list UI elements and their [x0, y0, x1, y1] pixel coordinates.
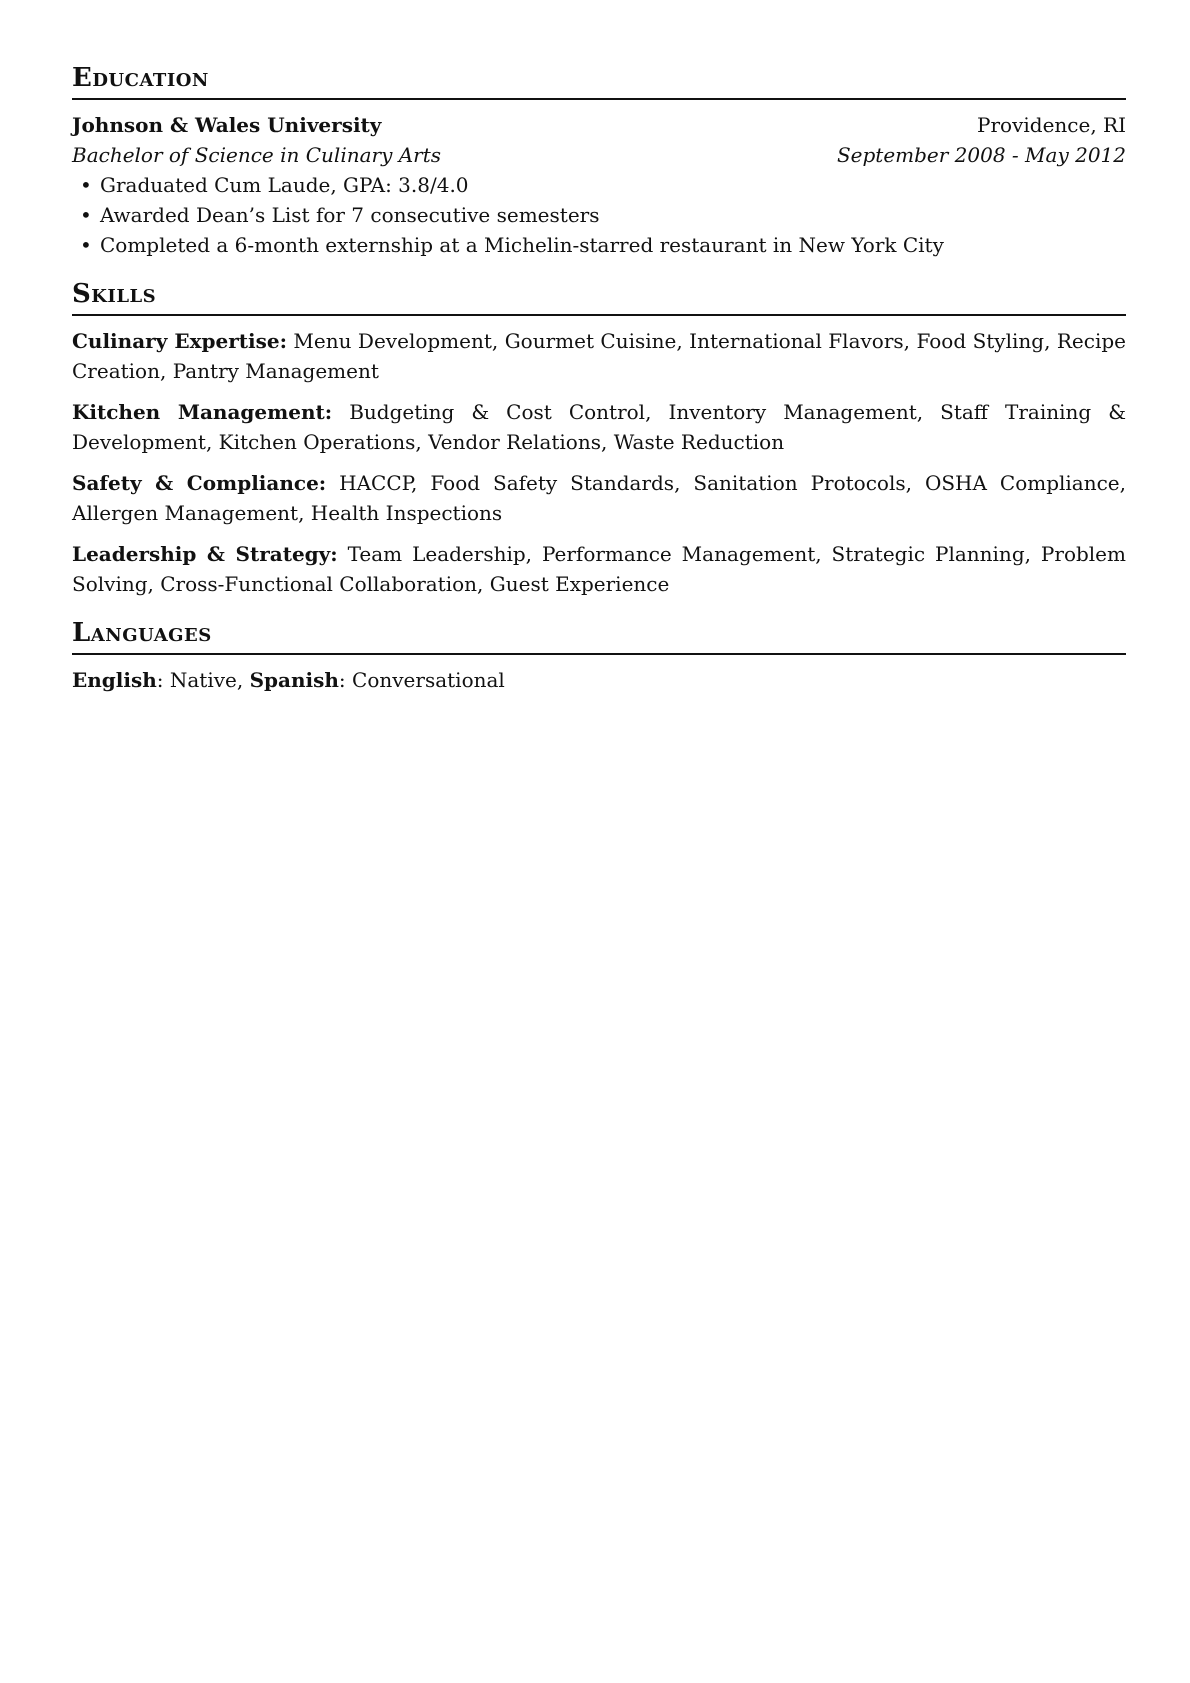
skill-leadership-strategy [72, 539, 1126, 599]
education-dates: September 2008 - May 2012 [836, 143, 1126, 167]
language-name: English [72, 668, 157, 692]
language-separator: : [338, 668, 353, 692]
skill-label: Safety & Compliance: [72, 471, 327, 495]
language-level: Conversational [352, 668, 505, 692]
education-degree-row [72, 140, 1126, 170]
bullet-icon: • [80, 203, 92, 227]
skill-label: Culinary Expertise: [72, 329, 287, 353]
language-level: Native [169, 668, 237, 692]
bullet-icon: • [80, 233, 92, 257]
languages-section [72, 617, 1126, 695]
list-item [72, 200, 1126, 230]
education-section [72, 62, 1126, 260]
bullet-text: Graduated Cum Laude, GPA: 3.8/4.0 [100, 173, 469, 197]
skill-kitchen-management [72, 397, 1126, 457]
languages-line [72, 665, 1126, 695]
language-separator: , [236, 668, 250, 692]
bullet-icon: • [80, 173, 92, 197]
list-item [72, 170, 1126, 200]
education-heading: Education [72, 62, 1126, 100]
skill-label: Kitchen Management: [72, 400, 333, 424]
school-location: Providence, RI [977, 113, 1126, 137]
list-item [72, 230, 1126, 260]
skill-text: HACCP, Food Safety Standards, Sanitation Protocols, OSHA Compliance, Allergen Management, Health Inspections [72, 471, 1126, 525]
skill-label: Leadership & Strategy: [72, 542, 338, 566]
skill-safety-compliance [72, 468, 1126, 528]
skill-text: Budgeting & Cost Control, Inventory Management, Staff Training & Development, Kitchen Operations, Vendor Relations, Waste Reduction [72, 400, 1127, 454]
language-name: Spanish [249, 668, 339, 692]
skills-heading: Skills [72, 278, 1126, 316]
bullet-text: Completed a 6-month externship at a Michelin-starred restaurant in New York City [100, 233, 944, 257]
education-school-row [72, 110, 1126, 140]
skills-section [72, 278, 1126, 599]
resume-page [72, 62, 1126, 713]
skill-text: Team Leadership, Performance Management, Strategic Planning, Problem Solving, Cross-Functional Collaboration, Guest Experience [72, 542, 1126, 596]
skill-text: Menu Development, Gourmet Cuisine, International Flavors, Food Styling, Recipe Creation, Pantry Management [72, 329, 1126, 383]
bullet-text: Awarded Dean’s List for 7 consecutive semesters [100, 203, 600, 227]
education-bullets [72, 170, 1126, 260]
languages-heading: Languages [72, 617, 1126, 655]
skill-culinary-expertise [72, 326, 1126, 386]
school-name: Johnson & Wales University [72, 113, 382, 137]
language-separator: : [156, 668, 170, 692]
degree-name: Bachelor of Science in Culinary Arts [72, 143, 442, 167]
